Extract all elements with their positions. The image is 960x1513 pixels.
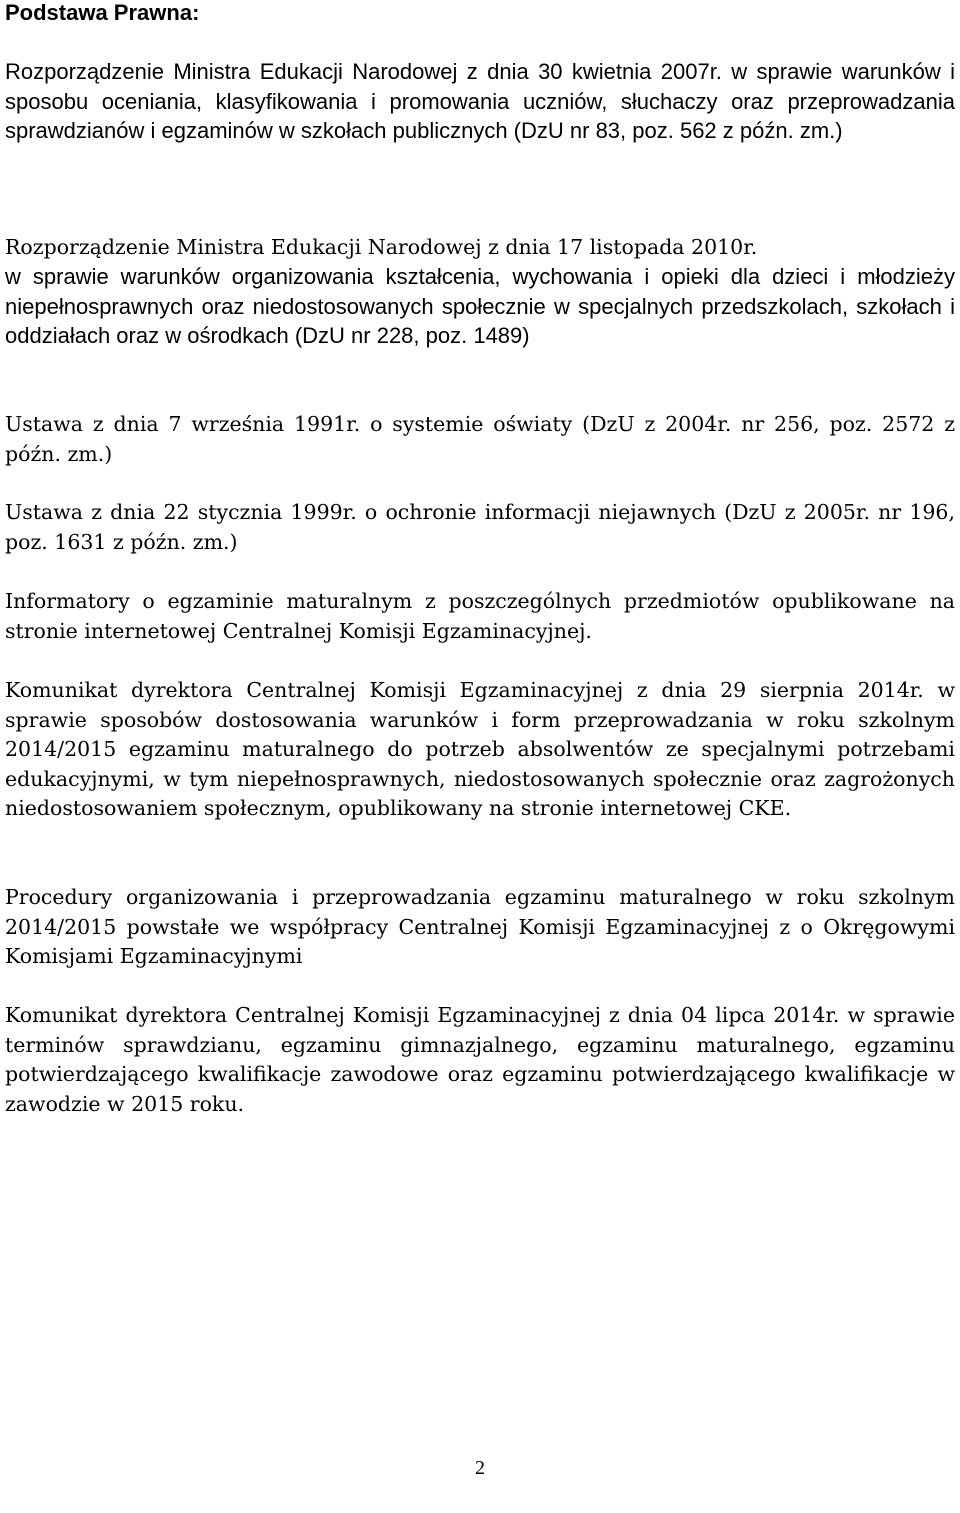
page-number: 2 (475, 1457, 485, 1479)
legal-basis-item-6: Komunikat dyrektora Centralnej Komisji Egzaminacyjnej z dnia 29 sierpnia 2014r. w sprawie sposobów dostosowania warunków i form przeprowadzania w roku szkolnym 2014/2015 egzaminu maturalnego do potrzeb absolwentów ze specjalnymi potrzebami edukacyjnymi, w tym niepełnosprawnych, niedostosowanych społecznie oraz zagrożonych niedostosowaniem społecznym, opublikowany na stronie internetowej CKE. (5, 678, 955, 820)
legal-basis-item-8: Komunikat dyrektora Centralnej Komisji Egzaminacyjnej z dnia 04 lipca 2014r. w sprawie terminów sprawdzianu, egzaminu gimnazjalnego, egzaminu maturalnego, egzaminu potwierdzającego kwalifikacje zawodowe oraz egzaminu potwierdzającego kwalifikacje w zawodzie w 2015 roku. (5, 1003, 955, 1116)
legal-basis-item-7: Procedury organizowania i przeprowadzania egzaminu maturalnego w roku szkolnym 2014/2015 powstałe we współpracy Centralnej Komisji Egzaminacyjnej z o Okręgowymi Komisjami Egzaminacyjnymi (5, 885, 955, 968)
legal-basis-item-4: Ustawa z dnia 22 stycznia 1999r. o ochronie informacji niejawnych (DzU z 2005r. nr 196, poz. 1631 z późn. zm.) (5, 500, 955, 554)
section-heading: Podstawa Prawna: (5, 0, 200, 25)
legal-basis-item-3: Ustawa z dnia 7 września 1991r. o systemie oświaty (DzU z 2004r. nr 256, poz. 2572 z późn. zm.) (5, 412, 955, 466)
legal-basis-item-2-title: Rozporządzenie Ministra Edukacji Narodowej z dnia 17 listopada 2010r. (5, 235, 758, 259)
legal-basis-item-5: Informatory o egzaminie maturalnym z poszczególnych przedmiotów opublikowane na stronie internetowej Centralnej Komisji Egzaminacyjnej. (5, 589, 955, 643)
legal-basis-item-2-body: w sprawie warunków organizowania kształcenia, wychowania i opieki dla dzieci i młodzieży niepełnosprawnych oraz niedostosowanych społecznie w specjalnych przedszkolach, szkołach i oddziałach oraz w ośrodkach (DzU nr 228, poz. 1489) (5, 264, 955, 348)
legal-basis-item-1: Rozporządzenie Ministra Edukacji Narodowej z dnia 30 kwietnia 2007r. w sprawie warunków i sposobu oceniania, klasyfikowania i promowania uczniów, słuchaczy oraz przeprowadzania sprawdzianów i egzaminów w szkołach publicznych (DzU nr 83, poz. 562 z późn. zm.) (5, 59, 955, 143)
